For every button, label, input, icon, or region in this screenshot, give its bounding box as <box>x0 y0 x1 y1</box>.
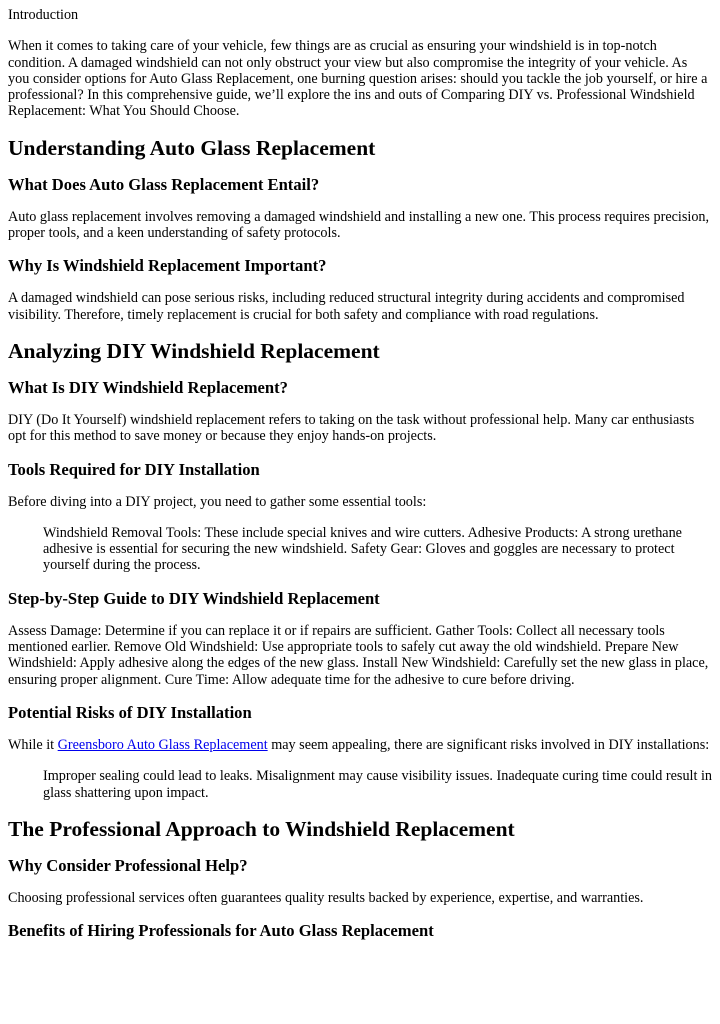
risks-quote: Improper sealing could lead to leaks. Misalignment may cause visibility issues. Inadequate curing time could result in glass shattering upon impact. <box>43 768 713 801</box>
paragraph-entail: Auto glass replacement involves removing a damaged windshield and installing a new one. This process requires precision, proper tools, and a keen understanding of safety protocols. <box>8 208 710 242</box>
paragraph-important: A damaged windshield can pose serious risks, including reduced structural integrity during accidents and compromised visibility. Therefore, timely replacement is crucial for both safety and compliance with road regulations. <box>8 290 685 323</box>
subheading-benefits: Benefits of Hiring Professionals for Auto Glass Replacement <box>8 921 434 941</box>
paragraph-what-diy: DIY (Do It Yourself) windshield replacement refers to taking on the task without professional help. Many car enthusiasts opt for this method to save money or because they enjoy hands-on projects. <box>8 411 695 445</box>
subheading-important: Why Is Windshield Replacement Important? <box>8 256 327 276</box>
risks-text-before: While it <box>8 736 58 753</box>
intro-paragraph: When it comes to taking care of your vehicle, few things are as crucial as ensuring your windshield is in top-notch condition. A damaged windshield can not only obstruct your view but also compromise the integrity of your vehicle. As you consider options for Auto Glass Replacement, one burning question arises: should you tackle the job yourself, or hire a professional? In this comprehensive guide, we’ll explore the ins and outs of Comparing DIY vs. Professional Windshield Replacement: What You Should Choose. <box>8 38 708 120</box>
paragraph-guide: Assess Damage: Determine if you can replace it or if repairs are sufficient. Gather Tools: Collect all necessary tools mentioned earlier. Remove Old Windshield: Use appropriate tools to safely cut away the old windshield. Prepare New Windshield: Apply adhesive along the edges of the new glass. Install New Windshield: Carefully set the new glass in place, ensuring proper alignment. Cure Time: Allow adequate time for the adhesive to cure before driving. <box>8 622 709 688</box>
subheading-what-diy: What Is DIY Windshield Replacement? <box>8 377 288 397</box>
risks-text-after: may seem appealing, there are significant risks involved in DIY installations: <box>267 736 710 753</box>
heading-professional: The Professional Approach to Windshield Replacement <box>8 816 515 841</box>
subheading-guide: Step-by-Step Guide to DIY Windshield Replacement <box>8 588 380 608</box>
article <box>0 7 720 941</box>
paragraph-tools-intro: Before diving into a DIY project, you need to gather some essential tools: <box>8 493 427 510</box>
subheading-tools: Tools Required for DIY Installation <box>8 459 260 479</box>
subheading-risks: Potential Risks of DIY Installation <box>8 702 252 722</box>
heading-diy: Analyzing DIY Windshield Replacement <box>8 338 380 363</box>
paragraph-risks <box>8 737 712 753</box>
subheading-entail: What Does Auto Glass Replacement Entail? <box>8 174 320 194</box>
subheading-why-professional: Why Consider Professional Help? <box>8 855 248 875</box>
greensboro-auto-glass-link[interactable]: Greensboro Auto Glass Replacement <box>57 736 268 753</box>
paragraph-why-professional: Choosing professional services often guarantees quality results backed by experience, expertise, and warranties. <box>8 889 644 906</box>
heading-understanding: Understanding Auto Glass Replacement <box>8 135 376 160</box>
intro-label: Introduction <box>8 7 79 23</box>
tools-quote: Windshield Removal Tools: These include special knives and wire cutters. Adhesive Products: A strong urethane adhesive is essential for securing the new windshield. Safety Gear: Gloves and goggles are necessary to protect yourself during the process. <box>43 524 682 574</box>
